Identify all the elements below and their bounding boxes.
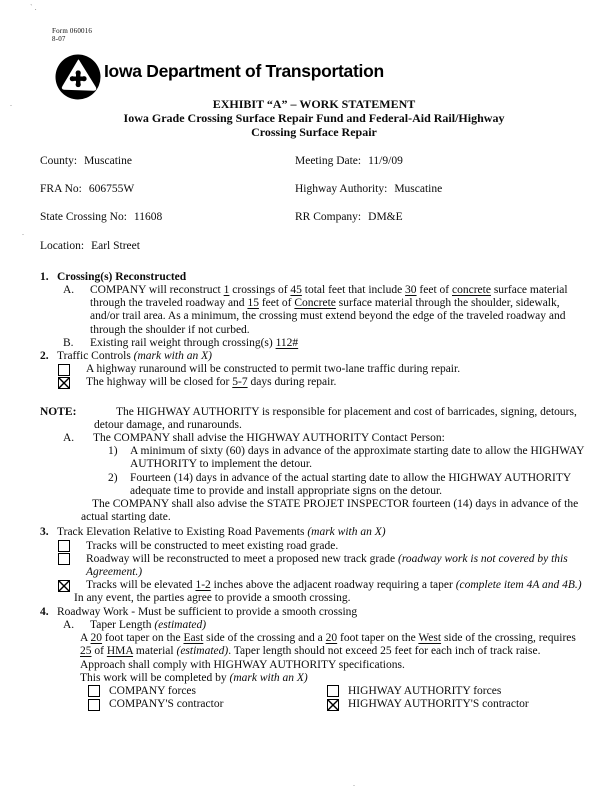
elevation-inches-blank: 1-2 [195,579,211,592]
note-item-2-text: Fourteen (14) days in advance of the actual starting date to allow the HIGHWAY AUTHORITY adequate time to provide and install appropriate signs on the detour. [130,471,571,497]
form-revision: 8-07 [52,35,66,43]
note-clause-a-marker: A. [63,432,75,445]
field-row [40,183,588,196]
shoulder-feet-blank: 15 [247,297,259,310]
scan-noise: . [10,99,12,108]
note-item-1 [40,445,588,471]
note-item-2 [40,472,588,498]
iowa-dot-logo-icon [55,54,101,100]
west-side-blank: West [418,632,442,645]
roadway-reconstructed-checkbox[interactable] [58,553,70,565]
work-by-row-2 [40,698,588,711]
field-row [40,155,588,168]
authority-contractor-checkbox[interactable] [327,699,339,711]
rail-weight-blank: 112# [275,336,299,349]
rr-company-value: DM&E [368,211,403,224]
section-4-title: Roadway Work [57,605,129,618]
scan-noise: . [22,228,24,237]
meeting-date-value: 11/9/09 [368,155,403,167]
clause-1b-text: Existing rail weight through crossing(s) 112# [90,336,299,349]
section-2-heading [40,350,588,363]
clause-4a-title: Taper Length (estimated) [90,618,207,631]
section-1-heading [40,271,588,284]
fra-no-value: 606755W [88,183,135,196]
roadway-reconstructed-row [40,553,588,579]
header-fields [40,155,588,253]
section-2-instruction: (mark with an X) [130,350,212,363]
section-2-number: 2. [40,350,49,363]
section-3-number: 3. [40,526,49,539]
highway-closed-option-row [40,376,588,389]
state-crossing-value: 11608 [133,211,163,224]
note-tail-text: The COMPANY shall also advise the STATE PROJET INSPECTOR fourteen (14) days in advance of the actual starting date. [81,498,579,524]
section-4-subtitle: - Must be sufficient to provide a smooth crossing [128,605,358,618]
section-2-title: Traffic Controls [57,350,131,363]
taper-length-paragraph: A 20 foot taper on the East side of the crossing and a 20 foot taper on the West side of the crossing, requires 25 of HMA material (estimated). Taper length should not exceed 25 feet for each inch of track raise. Approach shall comply with HIGHWAY AUTHORITY specifications. [80,632,576,671]
company-contractor-checkbox[interactable] [88,699,100,711]
note-block [40,406,588,525]
rr-company-label: RR Company: [295,211,362,224]
runaround-option-row [40,363,588,376]
field-row [40,240,588,253]
county-value: Muscatine [84,155,132,167]
meet-existing-grade-checkbox[interactable] [58,540,70,552]
runaround-checkbox[interactable] [58,364,70,376]
county-label: County: [40,155,78,167]
highway-authority-label: Highway Authority: [295,183,388,196]
highway-authority-value: Muscatine [394,183,443,196]
section-3-heading [40,526,588,539]
tracks-elevated-label: Tracks will be elevated 1-2 inches above the adjacent roadway requiring a taper (complete item 4A and 4B.) [86,579,582,592]
document-body [40,97,588,711]
east-taper-feet-blank: 20 [90,632,103,645]
east-side-blank: East [183,632,204,645]
company-contractor-option [88,698,327,711]
closure-days-blank: 5-7 [232,376,248,389]
fra-no-label: FRA No: [40,183,82,196]
material-type-blank: HMA [106,645,134,658]
roadway-reconstructed-label: Roadway will be reconstructed to meet a proposed new track grade (roadway work is not covered by this Agreement.) [86,552,568,579]
location-value: Earl Street [91,239,140,252]
location-label: Location: [40,239,85,252]
crossings-count-blank: 1 [223,284,230,297]
authority-contractor-option [327,698,529,711]
clause-4a-heading [40,619,588,632]
note-clause-a-text: The COMPANY shall advise the HIGHWAY AUTHORITY Contact Person: [93,432,445,445]
meeting-date-label: Meeting Date: [295,155,362,167]
note-label: NOTE: [40,405,77,418]
document-subtitle-2: Crossing Surface Repair [251,125,377,139]
clause-1a-text: COMPANY will reconstruct 1 crossings of 45 total feet that include 30 feet of concrete surface material through the traveled roadway and 15 feet of Concrete surface material through the shoulder, sidewalk, and/or trail area. As a minimum, the crossing must extend beyond the edge of the traveled roadway and through the shoulder if not curbed. [90,284,568,336]
shoulder-material-blank: Concrete [294,297,336,310]
state-crossing-label: State Crossing No: [40,211,127,224]
highway-closed-option-label: The highway will be closed for 5-7 days during repair. [86,376,337,389]
section-3-tail-text: In any event, the parties agree to provide a smooth crossing. [74,592,351,605]
tracks-elevated-row [40,579,588,592]
section-3-title: Track Elevation Relative to Existing Road Pavements [57,526,305,539]
agency-name: Iowa Department of Transportation [104,61,384,81]
authority-forces-checkbox[interactable] [327,685,339,697]
work-completed-by-line: This work will be completed by (mark with an X) [80,671,308,684]
section-3-instruction: (mark with an X) [304,526,386,539]
section-1-number: 1. [40,270,49,283]
clause-1b [40,337,588,350]
section-4-number: 4. [40,605,49,618]
meet-existing-grade-label: Tracks will be constructed to meet existing road grade. [86,539,339,552]
scan-noise: . [353,779,355,788]
document-title-block [40,97,588,139]
field-row [40,211,588,224]
company-forces-option [88,685,327,698]
agency-header [55,54,384,100]
roadway-material-blank: concrete [452,284,491,297]
company-forces-checkbox[interactable] [88,685,100,697]
document-title: EXHIBIT “A” – WORK STATEMENT [212,97,416,111]
note-clause-a [40,432,588,445]
material-quantity-blank: 25 [80,645,92,658]
total-feet-blank: 45 [290,284,302,297]
form-number [52,27,92,43]
section-4-heading [40,606,588,619]
document-subtitle: Iowa Grade Crossing Surface Repair Fund and Federal-Aid Rail/Highway [123,111,505,125]
west-taper-feet-blank: 20 [325,632,338,645]
authority-forces-option [327,685,501,698]
scan-noise: ` . [30,3,37,12]
clause-1b-marker: B. [63,336,74,349]
note-row [40,406,588,432]
clause-1a-marker: A. [63,284,75,297]
company-contractor-label: COMPANY'S contractor [109,698,224,711]
tracks-elevated-checkbox[interactable] [58,580,70,592]
authority-contractor-label: HIGHWAY AUTHORITY'S contractor [348,698,529,711]
meet-existing-grade-row [40,540,588,553]
authority-forces-label: HIGHWAY AUTHORITY forces [348,684,502,697]
note-item-1-marker: 1) [108,445,118,458]
company-forces-label: COMPANY forces [109,684,196,697]
note-text: The HIGHWAY AUTHORITY is responsible for placement and cost of barricades, signing, detours, detour damage, and runarounds. [94,405,577,431]
highway-closed-checkbox[interactable] [58,377,70,389]
roadway-feet-blank: 30 [405,284,417,297]
clause-1a [40,284,588,337]
note-item-1-text: A minimum of sixty (60) days in advance of the approximate starting date to allow the HIGHWAY AUTHORITY to implement the detour. [130,445,584,471]
work-by-row-1 [40,685,588,698]
form-number-line1: Form 060016 [52,27,93,35]
section-1-title: Crossing(s) Reconstructed [57,270,187,283]
runaround-option-label: A highway runaround will be constructed to permit two-lane traffic during repair. [86,363,461,376]
clause-4a-marker: A. [63,618,75,631]
note-item-2-marker: 2) [108,471,118,484]
